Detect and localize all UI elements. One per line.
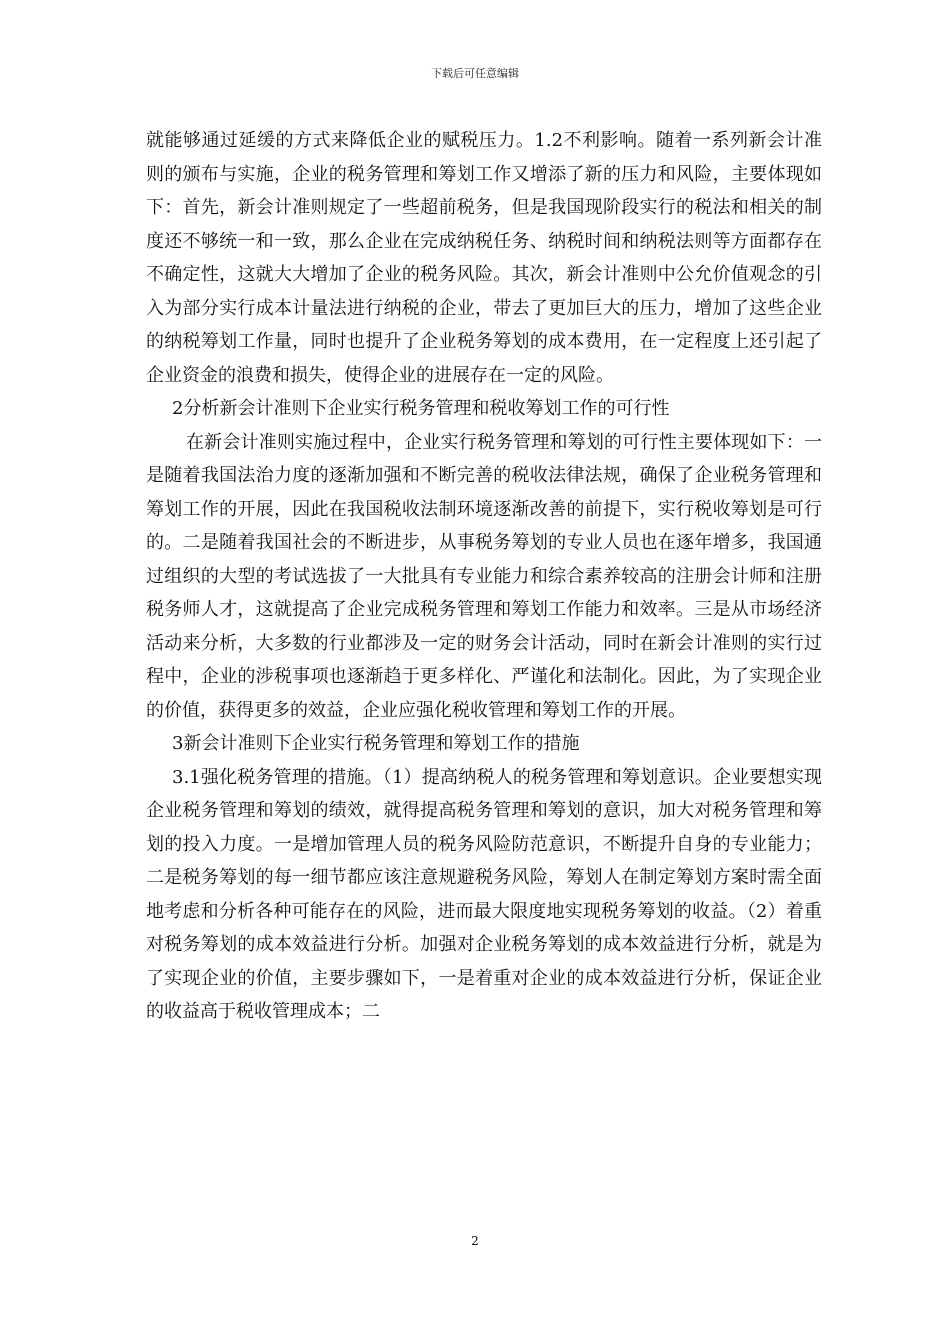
section-heading-3: 3新会计准则下企业实行税务管理和筹划工作的措施 [172, 733, 580, 754]
section-heading-2: 2分析新会计准则下企业实行税务管理和税收筹划工作的可行性 [172, 398, 670, 419]
paragraph-continuation: 就能够通过延缓的方式来降低企业的赋税压力。1.2不利影响。随着一系列新会计准则的颁布与实施，企业的税务管理和筹划工作又增添了新的压力和风险，主要体现如下：首先，新会计准则规定了一些超前税务，但是我国现阶段实行的税法和相关的制度还不够统一和一致，那么企业在完成纳税任务、纳税时间和纳税法则等方面都存在不确定性，这就大大增加了企业的税务风险。其次，新会计准则中公允价值观念的引入为部分实行成本计量法进行纳税的企业，带去了更加巨大的压力，增加了这些企业的纳税筹划工作量，同时也提升了企业税务筹划的成本费用，在一定程度上还引起了企业资金的浪费和损失，使得企业的进展存在一定的风险。 [146, 130, 822, 386]
page-header: 下载后可任意编辑 [431, 67, 519, 80]
paragraph-feasibility: 在新会计准则实施过程中，企业实行税务管理和筹划的可行性主要体现如下：一是随着我国法治力度的逐渐加强和不断完善的税收法律法规，确保了企业税务管理和筹划工作的开展，因此在我国税收法制环境逐渐改善的前提下，实行税收筹划是可行的。二是随着我国社会的不断进步，从事税务筹划的专业人员也在逐年增多，我国通过组织的大型的考试选拔了一大批具有专业能力和综合素养较高的注册会计师和注册税务师人才，这就提高了企业完成税务管理和筹划工作能力和效率。三是从市场经济活动来分析，大多数的行业都涉及一定的财务会计活动，同时在新会计准则的实行过程中，企业的涉税事项也逐渐趋于更多样化、严谨化和法制化。因此，为了实现企业的价值，获得更多的效益，企业应强化税收管理和筹划工作的开展。 [146, 431, 822, 721]
page-number: 2 [471, 1234, 479, 1248]
document-body [146, 124, 822, 1029]
paragraph-measures: 3.1强化税务管理的措施。（1）提高纳税人的税务管理和筹划意识。企业要想实现企业税务管理和筹划的绩效，就得提高税务管理和筹划的意识，加大对税务管理和筹划的投入力度。一是增加管理人员的税务风险防范意识，不断提升自身的专业能力；二是税务筹划的每一细节都应该注意规避税务风险，筹划人在制定筹划方案时需全面地考虑和分析各种可能存在的风险，进而最大限度地实现税务筹划的收益。（2）着重对税务筹划的成本效益进行分析。加强对企业税务筹划的成本效益进行分析，就是为了实现企业的价值，主要步骤如下，一是着重对企业的成本效益进行分析，保证企业的收益高于税收管理成本；二 [146, 766, 822, 1022]
